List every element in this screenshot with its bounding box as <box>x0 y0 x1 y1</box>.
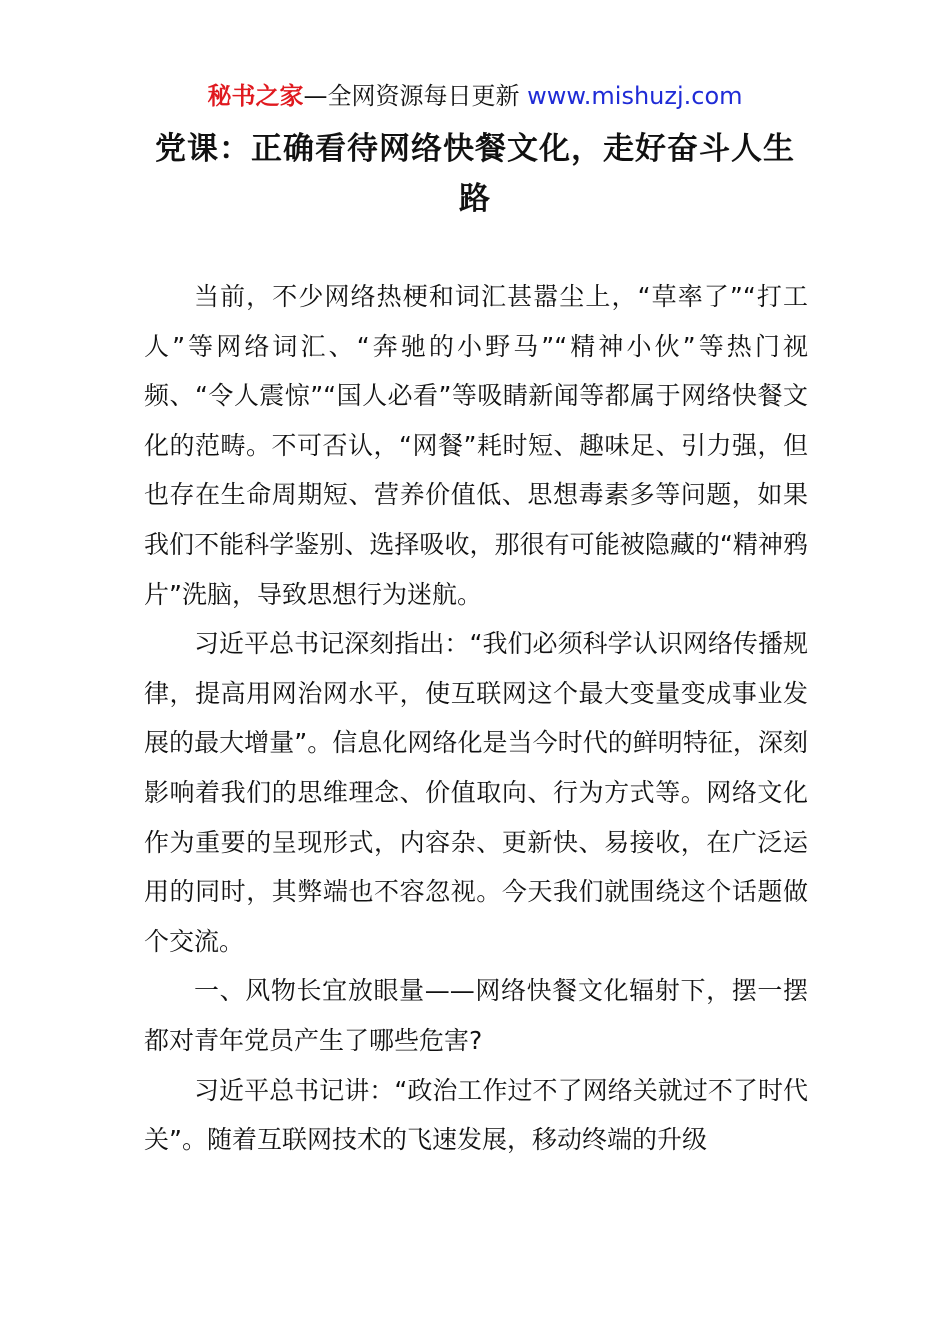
paragraph: 当前，不少网络热梗和词汇甚嚣尘上，“草率了”“打工人”等网络词汇、“奔驰的小野马”“精神小伙”等热门视频、“令人震惊”“国人必看”等吸睛新闻等都属于网络快餐文化的范畴。不可否认，“网餐”耗时短、趣味足、引力强，但也存在生命周期短、营养价值低、思想毒素多等问题，如果我们不能科学鉴别、选择吸收，那很有可能被隐藏的“精神鸦片”洗脑，导致思想行为迷航。 <box>144 282 808 609</box>
paragraph: 习近平总书记深刻指出：“我们必须科学认识网络传播规律，提高用网治网水平，使互联网这个最大变量变成事业发展的最大增量”。信息化网络化是当今时代的鲜明特征，深刻影响着我们的思维理念、价值取向、行为方式等。网络文化作为重要的呈现形式，内容杂、更新快、易接收，在广泛运用的同时，其弊端也不容忽视。今天我们就围绕这个话题做个交流。 <box>144 629 808 956</box>
brand-name: 秘书之家 <box>207 82 304 110</box>
paragraph: 习近平总书记讲：“政治工作过不了网络关就过不了时代关”。随着互联网技术的飞速发展，移动终端的升级 <box>144 1075 808 1155</box>
site-url[interactable]: www.mishuzj.com <box>527 82 743 110</box>
document-body <box>144 272 808 1165</box>
section-heading: 一、风物长宜放眼量——网络快餐文化辐射下，摆一摆都对青年党员产生了哪些危害? <box>144 976 808 1055</box>
header-tagline: —全网资源每日更新 <box>303 82 520 110</box>
site-header <box>0 80 950 112</box>
document-title: 党课：正确看待网络快餐文化，走好奋斗人生路 <box>155 131 795 217</box>
